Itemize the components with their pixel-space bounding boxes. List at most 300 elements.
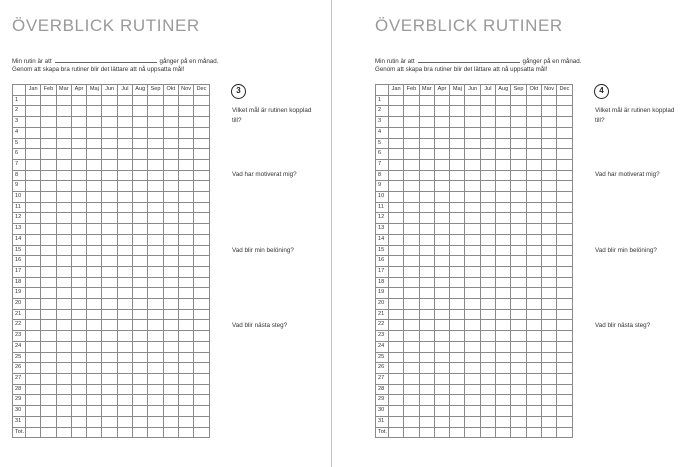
checkbox-cell[interactable] [404, 213, 419, 224]
checkbox-cell[interactable] [541, 256, 556, 267]
checkbox-cell[interactable] [450, 341, 465, 352]
checkbox-cell[interactable] [102, 202, 117, 213]
checkbox-cell[interactable] [71, 277, 86, 288]
checkbox-cell[interactable] [526, 288, 541, 299]
checkbox-cell[interactable] [404, 192, 419, 203]
checkbox-cell[interactable] [465, 234, 480, 245]
checkbox-cell[interactable] [465, 224, 480, 235]
checkbox-cell[interactable] [419, 170, 434, 181]
checkbox-cell[interactable] [117, 427, 132, 438]
checkbox-cell[interactable] [465, 202, 480, 213]
checkbox-cell[interactable] [178, 95, 193, 106]
checkbox-cell[interactable] [541, 170, 556, 181]
checkbox-cell[interactable] [41, 234, 56, 245]
checkbox-cell[interactable] [163, 202, 178, 213]
checkbox-cell[interactable] [404, 427, 419, 438]
checkbox-cell[interactable] [56, 320, 71, 331]
checkbox-cell[interactable] [419, 224, 434, 235]
checkbox-cell[interactable] [71, 202, 86, 213]
checkbox-cell[interactable] [148, 331, 163, 342]
checkbox-cell[interactable] [389, 159, 404, 170]
checkbox-cell[interactable] [56, 95, 71, 106]
checkbox-cell[interactable] [419, 192, 434, 203]
checkbox-cell[interactable] [178, 149, 193, 160]
checkbox-cell[interactable] [148, 341, 163, 352]
checkbox-cell[interactable] [102, 181, 117, 192]
checkbox-cell[interactable] [434, 277, 449, 288]
checkbox-cell[interactable] [465, 341, 480, 352]
checkbox-cell[interactable] [26, 95, 41, 106]
checkbox-cell[interactable] [41, 159, 56, 170]
checkbox-cell[interactable] [465, 256, 480, 267]
checkbox-cell[interactable] [404, 117, 419, 128]
checkbox-cell[interactable] [87, 331, 102, 342]
checkbox-cell[interactable] [148, 256, 163, 267]
checkbox-cell[interactable] [87, 320, 102, 331]
checkbox-cell[interactable] [480, 213, 495, 224]
checkbox-cell[interactable] [133, 213, 148, 224]
checkbox-cell[interactable] [419, 288, 434, 299]
checkbox-cell[interactable] [389, 277, 404, 288]
checkbox-cell[interactable] [541, 309, 556, 320]
checkbox-cell[interactable] [389, 288, 404, 299]
checkbox-cell[interactable] [389, 117, 404, 128]
checkbox-cell[interactable] [450, 213, 465, 224]
checkbox-cell[interactable] [465, 395, 480, 406]
checkbox-cell[interactable] [163, 170, 178, 181]
checkbox-cell[interactable] [404, 127, 419, 138]
checkbox-cell[interactable] [87, 256, 102, 267]
checkbox-cell[interactable] [450, 234, 465, 245]
checkbox-cell[interactable] [41, 213, 56, 224]
checkbox-cell[interactable] [148, 170, 163, 181]
checkbox-cell[interactable] [41, 288, 56, 299]
checkbox-cell[interactable] [511, 320, 526, 331]
checkbox-cell[interactable] [450, 320, 465, 331]
checkbox-cell[interactable] [56, 245, 71, 256]
checkbox-cell[interactable] [163, 138, 178, 149]
checkbox-cell[interactable] [526, 363, 541, 374]
checkbox-cell[interactable] [41, 149, 56, 160]
checkbox-cell[interactable] [557, 127, 572, 138]
checkbox-cell[interactable] [26, 170, 41, 181]
checkbox-cell[interactable] [434, 159, 449, 170]
checkbox-cell[interactable] [450, 266, 465, 277]
checkbox-cell[interactable] [133, 192, 148, 203]
checkbox-cell[interactable] [511, 416, 526, 427]
checkbox-cell[interactable] [496, 106, 511, 117]
checkbox-cell[interactable] [26, 309, 41, 320]
checkbox-cell[interactable] [71, 427, 86, 438]
checkbox-cell[interactable] [434, 127, 449, 138]
checkbox-cell[interactable] [557, 181, 572, 192]
checkbox-cell[interactable] [526, 149, 541, 160]
checkbox-cell[interactable] [389, 95, 404, 106]
checkbox-cell[interactable] [557, 170, 572, 181]
checkbox-cell[interactable] [117, 202, 132, 213]
checkbox-cell[interactable] [102, 427, 117, 438]
checkbox-cell[interactable] [541, 395, 556, 406]
checkbox-cell[interactable] [194, 352, 209, 363]
checkbox-cell[interactable] [526, 373, 541, 384]
checkbox-cell[interactable] [389, 256, 404, 267]
checkbox-cell[interactable] [194, 331, 209, 342]
checkbox-cell[interactable] [56, 117, 71, 128]
checkbox-cell[interactable] [541, 95, 556, 106]
checkbox-cell[interactable] [133, 416, 148, 427]
checkbox-cell[interactable] [117, 384, 132, 395]
checkbox-cell[interactable] [178, 406, 193, 417]
checkbox-cell[interactable] [56, 352, 71, 363]
checkbox-cell[interactable] [511, 192, 526, 203]
checkbox-cell[interactable] [133, 331, 148, 342]
checkbox-cell[interactable] [148, 352, 163, 363]
checkbox-cell[interactable] [511, 406, 526, 417]
checkbox-cell[interactable] [194, 363, 209, 374]
checkbox-cell[interactable] [133, 427, 148, 438]
checkbox-cell[interactable] [133, 363, 148, 374]
checkbox-cell[interactable] [102, 288, 117, 299]
checkbox-cell[interactable] [194, 117, 209, 128]
checkbox-cell[interactable] [26, 159, 41, 170]
checkbox-cell[interactable] [404, 170, 419, 181]
checkbox-cell[interactable] [194, 256, 209, 267]
checkbox-cell[interactable] [56, 224, 71, 235]
checkbox-cell[interactable] [117, 331, 132, 342]
checkbox-cell[interactable] [163, 213, 178, 224]
checkbox-cell[interactable] [511, 363, 526, 374]
checkbox-cell[interactable] [557, 149, 572, 160]
checkbox-cell[interactable] [56, 416, 71, 427]
checkbox-cell[interactable] [557, 159, 572, 170]
checkbox-cell[interactable] [41, 299, 56, 310]
checkbox-cell[interactable] [511, 127, 526, 138]
checkbox-cell[interactable] [496, 127, 511, 138]
checkbox-cell[interactable] [434, 320, 449, 331]
checkbox-cell[interactable] [434, 341, 449, 352]
checkbox-cell[interactable] [419, 277, 434, 288]
checkbox-cell[interactable] [41, 117, 56, 128]
checkbox-cell[interactable] [557, 341, 572, 352]
checkbox-cell[interactable] [117, 149, 132, 160]
checkbox-cell[interactable] [178, 341, 193, 352]
checkbox-cell[interactable] [389, 331, 404, 342]
checkbox-cell[interactable] [480, 416, 495, 427]
checkbox-cell[interactable] [26, 117, 41, 128]
checkbox-cell[interactable] [102, 277, 117, 288]
checkbox-cell[interactable] [56, 299, 71, 310]
checkbox-cell[interactable] [194, 320, 209, 331]
checkbox-cell[interactable] [102, 234, 117, 245]
checkbox-cell[interactable] [178, 202, 193, 213]
checkbox-cell[interactable] [496, 352, 511, 363]
checkbox-cell[interactable] [511, 266, 526, 277]
checkbox-cell[interactable] [163, 277, 178, 288]
checkbox-cell[interactable] [526, 192, 541, 203]
checkbox-cell[interactable] [404, 363, 419, 374]
checkbox-cell[interactable] [404, 331, 419, 342]
checkbox-cell[interactable] [526, 277, 541, 288]
checkbox-cell[interactable] [117, 224, 132, 235]
checkbox-cell[interactable] [178, 106, 193, 117]
checkbox-cell[interactable] [102, 299, 117, 310]
checkbox-cell[interactable] [434, 309, 449, 320]
checkbox-cell[interactable] [480, 363, 495, 374]
checkbox-cell[interactable] [541, 363, 556, 374]
checkbox-cell[interactable] [102, 416, 117, 427]
checkbox-cell[interactable] [163, 256, 178, 267]
checkbox-cell[interactable] [87, 127, 102, 138]
checkbox-cell[interactable] [404, 245, 419, 256]
checkbox-cell[interactable] [557, 266, 572, 277]
checkbox-cell[interactable] [148, 224, 163, 235]
checkbox-cell[interactable] [541, 224, 556, 235]
checkbox-cell[interactable] [26, 395, 41, 406]
checkbox-cell[interactable] [496, 341, 511, 352]
checkbox-cell[interactable] [178, 277, 193, 288]
checkbox-cell[interactable] [71, 181, 86, 192]
checkbox-cell[interactable] [480, 95, 495, 106]
checkbox-cell[interactable] [511, 213, 526, 224]
checkbox-cell[interactable] [26, 181, 41, 192]
checkbox-cell[interactable] [117, 256, 132, 267]
checkbox-cell[interactable] [511, 288, 526, 299]
checkbox-cell[interactable] [496, 117, 511, 128]
checkbox-cell[interactable] [194, 106, 209, 117]
checkbox-cell[interactable] [526, 331, 541, 342]
checkbox-cell[interactable] [511, 384, 526, 395]
checkbox-cell[interactable] [178, 352, 193, 363]
checkbox-cell[interactable] [557, 138, 572, 149]
checkbox-cell[interactable] [557, 256, 572, 267]
checkbox-cell[interactable] [117, 395, 132, 406]
checkbox-cell[interactable] [511, 170, 526, 181]
checkbox-cell[interactable] [26, 363, 41, 374]
checkbox-cell[interactable] [178, 234, 193, 245]
checkbox-cell[interactable] [511, 224, 526, 235]
checkbox-cell[interactable] [87, 288, 102, 299]
checkbox-cell[interactable] [419, 256, 434, 267]
checkbox-cell[interactable] [148, 106, 163, 117]
checkbox-cell[interactable] [496, 138, 511, 149]
checkbox-cell[interactable] [117, 299, 132, 310]
checkbox-cell[interactable] [117, 127, 132, 138]
checkbox-cell[interactable] [450, 363, 465, 374]
checkbox-cell[interactable] [41, 192, 56, 203]
checkbox-cell[interactable] [41, 266, 56, 277]
checkbox-cell[interactable] [480, 299, 495, 310]
checkbox-cell[interactable] [557, 95, 572, 106]
checkbox-cell[interactable] [389, 427, 404, 438]
checkbox-cell[interactable] [178, 288, 193, 299]
checkbox-cell[interactable] [56, 427, 71, 438]
checkbox-cell[interactable] [450, 95, 465, 106]
checkbox-cell[interactable] [541, 117, 556, 128]
checkbox-cell[interactable] [404, 106, 419, 117]
checkbox-cell[interactable] [26, 341, 41, 352]
checkbox-cell[interactable] [541, 384, 556, 395]
checkbox-cell[interactable] [419, 352, 434, 363]
checkbox-cell[interactable] [56, 138, 71, 149]
checkbox-cell[interactable] [102, 138, 117, 149]
checkbox-cell[interactable] [71, 117, 86, 128]
checkbox-cell[interactable] [87, 159, 102, 170]
checkbox-cell[interactable] [178, 245, 193, 256]
checkbox-cell[interactable] [434, 288, 449, 299]
checkbox-cell[interactable] [194, 277, 209, 288]
checkbox-cell[interactable] [450, 309, 465, 320]
checkbox-cell[interactable] [450, 117, 465, 128]
checkbox-cell[interactable] [419, 181, 434, 192]
checkbox-cell[interactable] [163, 266, 178, 277]
checkbox-cell[interactable] [465, 266, 480, 277]
checkbox-cell[interactable] [404, 373, 419, 384]
checkbox-cell[interactable] [71, 213, 86, 224]
checkbox-cell[interactable] [541, 373, 556, 384]
checkbox-cell[interactable] [41, 202, 56, 213]
checkbox-cell[interactable] [389, 106, 404, 117]
checkbox-cell[interactable] [496, 256, 511, 267]
checkbox-cell[interactable] [56, 213, 71, 224]
checkbox-cell[interactable] [133, 127, 148, 138]
checkbox-cell[interactable] [102, 341, 117, 352]
checkbox-cell[interactable] [434, 384, 449, 395]
checkbox-cell[interactable] [419, 320, 434, 331]
checkbox-cell[interactable] [511, 159, 526, 170]
checkbox-cell[interactable] [148, 117, 163, 128]
checkbox-cell[interactable] [404, 256, 419, 267]
checkbox-cell[interactable] [480, 395, 495, 406]
checkbox-cell[interactable] [41, 406, 56, 417]
checkbox-cell[interactable] [389, 234, 404, 245]
checkbox-cell[interactable] [496, 384, 511, 395]
checkbox-cell[interactable] [465, 245, 480, 256]
checkbox-cell[interactable] [178, 299, 193, 310]
checkbox-cell[interactable] [71, 234, 86, 245]
checkbox-cell[interactable] [541, 192, 556, 203]
checkbox-cell[interactable] [465, 406, 480, 417]
checkbox-cell[interactable] [434, 106, 449, 117]
checkbox-cell[interactable] [87, 149, 102, 160]
checkbox-cell[interactable] [71, 95, 86, 106]
checkbox-cell[interactable] [389, 363, 404, 374]
checkbox-cell[interactable] [102, 192, 117, 203]
checkbox-cell[interactable] [133, 395, 148, 406]
checkbox-cell[interactable] [87, 266, 102, 277]
checkbox-cell[interactable] [480, 192, 495, 203]
checkbox-cell[interactable] [511, 299, 526, 310]
checkbox-cell[interactable] [541, 149, 556, 160]
checkbox-cell[interactable] [419, 95, 434, 106]
checkbox-cell[interactable] [41, 427, 56, 438]
checkbox-cell[interactable] [26, 331, 41, 342]
checkbox-cell[interactable] [194, 299, 209, 310]
checkbox-cell[interactable] [117, 159, 132, 170]
checkbox-cell[interactable] [389, 309, 404, 320]
checkbox-cell[interactable] [178, 384, 193, 395]
checkbox-cell[interactable] [541, 416, 556, 427]
checkbox-cell[interactable] [526, 245, 541, 256]
checkbox-cell[interactable] [148, 320, 163, 331]
checkbox-cell[interactable] [404, 341, 419, 352]
checkbox-cell[interactable] [480, 170, 495, 181]
checkbox-cell[interactable] [71, 395, 86, 406]
checkbox-cell[interactable] [496, 406, 511, 417]
checkbox-cell[interactable] [41, 363, 56, 374]
checkbox-cell[interactable] [419, 138, 434, 149]
checkbox-cell[interactable] [465, 384, 480, 395]
checkbox-cell[interactable] [102, 331, 117, 342]
checkbox-cell[interactable] [102, 384, 117, 395]
checkbox-cell[interactable] [557, 352, 572, 363]
checkbox-cell[interactable] [557, 117, 572, 128]
checkbox-cell[interactable] [511, 352, 526, 363]
checkbox-cell[interactable] [148, 266, 163, 277]
checkbox-cell[interactable] [450, 299, 465, 310]
checkbox-cell[interactable] [526, 95, 541, 106]
checkbox-cell[interactable] [404, 416, 419, 427]
checkbox-cell[interactable] [87, 117, 102, 128]
checkbox-cell[interactable] [389, 213, 404, 224]
checkbox-cell[interactable] [511, 256, 526, 267]
checkbox-cell[interactable] [41, 181, 56, 192]
checkbox-cell[interactable] [56, 106, 71, 117]
checkbox-cell[interactable] [465, 181, 480, 192]
checkbox-cell[interactable] [133, 138, 148, 149]
checkbox-cell[interactable] [87, 352, 102, 363]
checkbox-cell[interactable] [133, 159, 148, 170]
checkbox-cell[interactable] [71, 363, 86, 374]
checkbox-cell[interactable] [541, 181, 556, 192]
checkbox-cell[interactable] [557, 245, 572, 256]
checkbox-cell[interactable] [496, 309, 511, 320]
checkbox-cell[interactable] [434, 406, 449, 417]
checkbox-cell[interactable] [163, 117, 178, 128]
checkbox-cell[interactable] [541, 127, 556, 138]
checkbox-cell[interactable] [419, 309, 434, 320]
checkbox-cell[interactable] [404, 320, 419, 331]
checkbox-cell[interactable] [117, 181, 132, 192]
checkbox-cell[interactable] [26, 352, 41, 363]
checkbox-cell[interactable] [526, 127, 541, 138]
checkbox-cell[interactable] [526, 106, 541, 117]
checkbox-cell[interactable] [480, 224, 495, 235]
checkbox-cell[interactable] [194, 395, 209, 406]
checkbox-cell[interactable] [389, 245, 404, 256]
checkbox-cell[interactable] [526, 427, 541, 438]
checkbox-cell[interactable] [480, 288, 495, 299]
checkbox-cell[interactable] [133, 373, 148, 384]
checkbox-cell[interactable] [41, 341, 56, 352]
checkbox-cell[interactable] [434, 352, 449, 363]
checkbox-cell[interactable] [178, 373, 193, 384]
checkbox-cell[interactable] [178, 427, 193, 438]
checkbox-cell[interactable] [41, 138, 56, 149]
checkbox-cell[interactable] [194, 138, 209, 149]
checkbox-cell[interactable] [41, 170, 56, 181]
checkbox-cell[interactable] [56, 395, 71, 406]
checkbox-cell[interactable] [26, 373, 41, 384]
checkbox-cell[interactable] [557, 331, 572, 342]
checkbox-cell[interactable] [450, 373, 465, 384]
checkbox-cell[interactable] [389, 320, 404, 331]
checkbox-cell[interactable] [526, 395, 541, 406]
checkbox-cell[interactable] [133, 95, 148, 106]
checkbox-cell[interactable] [133, 170, 148, 181]
checkbox-cell[interactable] [87, 277, 102, 288]
checkbox-cell[interactable] [87, 192, 102, 203]
checkbox-cell[interactable] [434, 256, 449, 267]
